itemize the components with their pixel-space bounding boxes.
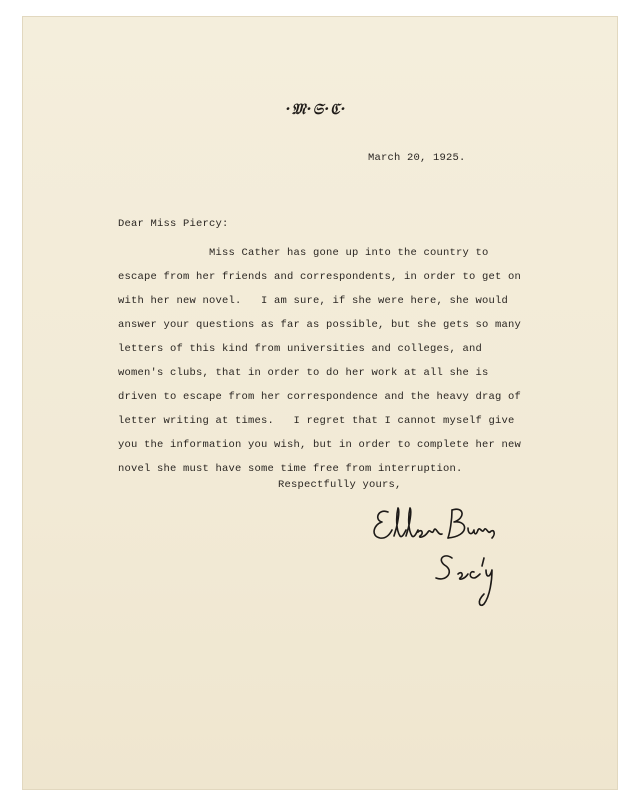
closing: Respectfully yours, (278, 479, 402, 491)
salutation: Dear Miss Piercy: (118, 218, 229, 230)
handwritten-signature (348, 500, 498, 610)
body-line: novel she must have some time free from interruption. (118, 463, 463, 475)
letter-paper (22, 16, 618, 790)
body-line: with her new novel. I am sure, if she were here, she would (118, 295, 509, 307)
body-line: escape from her friends and correspondents, in order to get on (118, 271, 522, 283)
body-line: letters of this kind from universities and colleges, and (118, 343, 483, 355)
body-line: answer your questions as far as possible, but she gets so many (118, 319, 522, 331)
body-line: women's clubs, that in order to do her work at all she is (118, 367, 489, 379)
body-line: letter writing at times. I regret that I cannot myself give (118, 415, 515, 427)
body-line: Miss Cather has gone up into the country to (118, 247, 489, 259)
body-line: driven to escape from her correspondence and the heavy drag of (118, 391, 522, 403)
letterhead-monogram: ·𝔐·𝔖·ℭ· (285, 100, 347, 118)
letter-date: March 20, 1925. (368, 152, 466, 164)
body-line: you the information you wish, but in order to complete her new (118, 439, 522, 451)
